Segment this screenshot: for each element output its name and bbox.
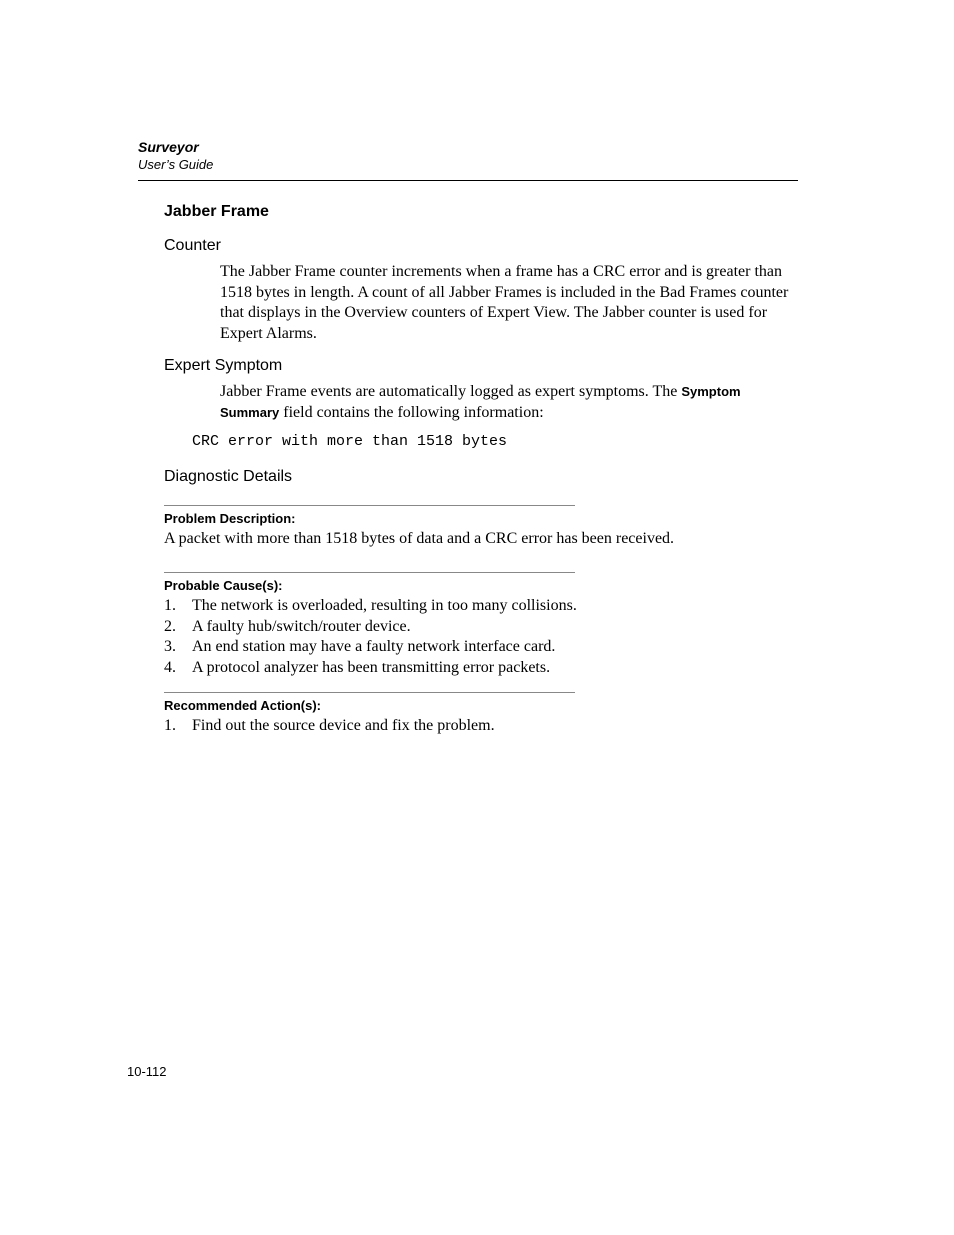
list-item — [164, 658, 764, 679]
recommended-actions-list — [164, 716, 764, 737]
page-number: 10-112 — [127, 1064, 167, 1079]
list-item-text: The network is overloaded, resulting in too many collisions. — [192, 597, 577, 614]
action-divider — [164, 692, 575, 693]
counter-paragraph: The Jabber Frame counter increments when a frame has a CRC error and is greater than 1518 bytes in length. A count of all Jabber Frames is included in the Bad Frames counter that displays in the Overview counters of Expert View. The Jabber counter is used for Expert Alarms. — [220, 263, 789, 342]
list-item-number: 4. — [164, 658, 176, 676]
expert-symptom-paragraph — [220, 382, 795, 423]
list-item-text: A faulty hub/switch/router device. — [192, 617, 411, 635]
list-item-number: 1. — [164, 717, 176, 734]
list-item — [164, 637, 764, 658]
running-header-title: Surveyor — [138, 139, 199, 155]
probable-causes-list — [164, 596, 764, 678]
recommended-actions-label: Recommended Action(s): — [164, 698, 321, 713]
symptom-summary-field-name: Symptom Summary — [220, 384, 741, 420]
probable-causes-label: Probable Cause(s): — [164, 578, 283, 593]
list-item — [164, 617, 764, 638]
list-item-number: 1. — [164, 597, 176, 614]
list-item — [164, 596, 764, 617]
list-item-number: 3. — [164, 638, 176, 655]
list-item-number: 2. — [164, 617, 176, 635]
list-item — [164, 716, 764, 737]
section-title: Jabber Frame — [164, 203, 269, 220]
problem-description-label: Problem Description: — [164, 511, 296, 526]
list-item-text: An end station may have a faulty network interface card. — [192, 638, 556, 655]
cause-divider — [164, 572, 575, 573]
symptom-code-sample: CRC error with more than 1518 bytes — [192, 433, 508, 450]
expert-symptom-heading: Expert Symptom — [164, 357, 283, 374]
diagnostic-details-heading: Diagnostic Details — [164, 468, 293, 485]
problem-divider — [164, 505, 575, 506]
expert-symptom-text-after: field contains the following information: — [279, 403, 544, 421]
running-header-subtitle: User’s Guide — [138, 157, 214, 172]
expert-symptom-text-before: Jabber Frame events are automatically logged as expert symptoms. The — [220, 383, 682, 400]
problem-description-text: A packet with more than 1518 bytes of data and a CRC error has been received. — [164, 530, 675, 547]
counter-heading: Counter — [164, 237, 221, 254]
header-rule — [138, 180, 798, 181]
list-item-text: Find out the source device and fix the problem. — [192, 717, 495, 734]
list-item-text: A protocol analyzer has been transmitting error packets. — [192, 658, 551, 676]
